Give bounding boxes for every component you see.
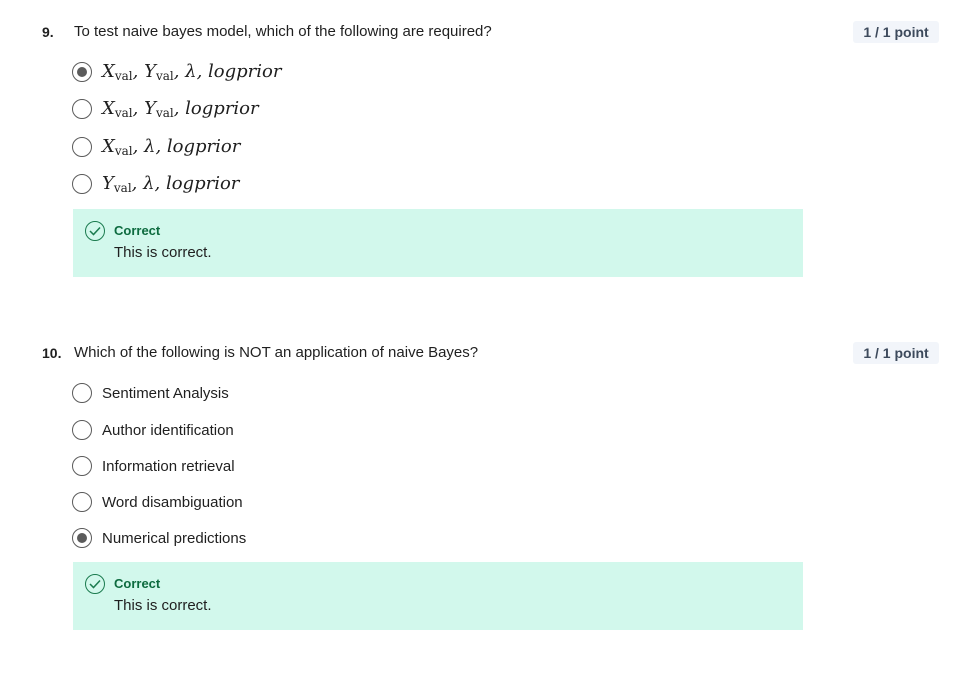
question-number: 10. xyxy=(42,345,62,361)
option-author-identification[interactable] xyxy=(72,418,234,442)
points-badge: 1 / 1 point xyxy=(853,21,939,43)
check-circle-icon xyxy=(85,574,105,594)
option-label: $X_{val}$, $Y_{val}$, λ, logprior xyxy=(102,61,282,83)
check-circle-icon xyxy=(85,221,105,241)
feedback-text: This is correct. xyxy=(114,244,212,261)
radio-button[interactable] xyxy=(72,456,92,476)
option-4[interactable] xyxy=(72,172,239,196)
option-label: Author identification xyxy=(102,421,234,439)
feedback-title: Correct xyxy=(114,576,161,591)
feedback-title: Correct xyxy=(114,223,161,238)
radio-button[interactable] xyxy=(72,383,92,403)
feedback-box xyxy=(73,562,803,630)
question-text: Which of the following is NOT an application of naive Bayes? xyxy=(74,344,479,361)
option-label: Numerical predictions xyxy=(102,529,247,547)
question-number: 9. xyxy=(42,24,54,40)
option-information-retrieval[interactable] xyxy=(72,454,235,478)
option-word-disambiguation[interactable] xyxy=(72,490,243,514)
option-label: Word disambiguation xyxy=(102,493,243,511)
radio-button[interactable] xyxy=(72,99,92,119)
option-3[interactable] xyxy=(72,135,240,159)
option-label: Information retrieval xyxy=(102,457,235,475)
option-label: $Y_{val}$, λ, logprior xyxy=(102,173,240,195)
radio-button[interactable] xyxy=(72,420,92,440)
radio-button[interactable] xyxy=(72,528,92,548)
feedback-box xyxy=(73,209,803,277)
radio-button[interactable] xyxy=(72,137,92,157)
option-label: $X_{val}$, $Y_{val}$, logprior xyxy=(102,98,259,120)
option-label: Sentiment Analysis xyxy=(102,384,229,402)
option-2[interactable] xyxy=(72,97,259,121)
radio-button[interactable] xyxy=(72,62,92,82)
points-badge: 1 / 1 point xyxy=(853,342,939,364)
feedback-text: This is correct. xyxy=(114,597,212,614)
option-label: $X_{val}$, λ, logprior xyxy=(102,136,241,158)
question-text: To test naive bayes model, which of the following are required? xyxy=(74,23,492,40)
option-numerical-predictions[interactable] xyxy=(72,526,246,550)
radio-button[interactable] xyxy=(72,174,92,194)
option-1[interactable] xyxy=(72,60,281,84)
radio-button[interactable] xyxy=(72,492,92,512)
option-sentiment-analysis[interactable] xyxy=(72,381,229,405)
